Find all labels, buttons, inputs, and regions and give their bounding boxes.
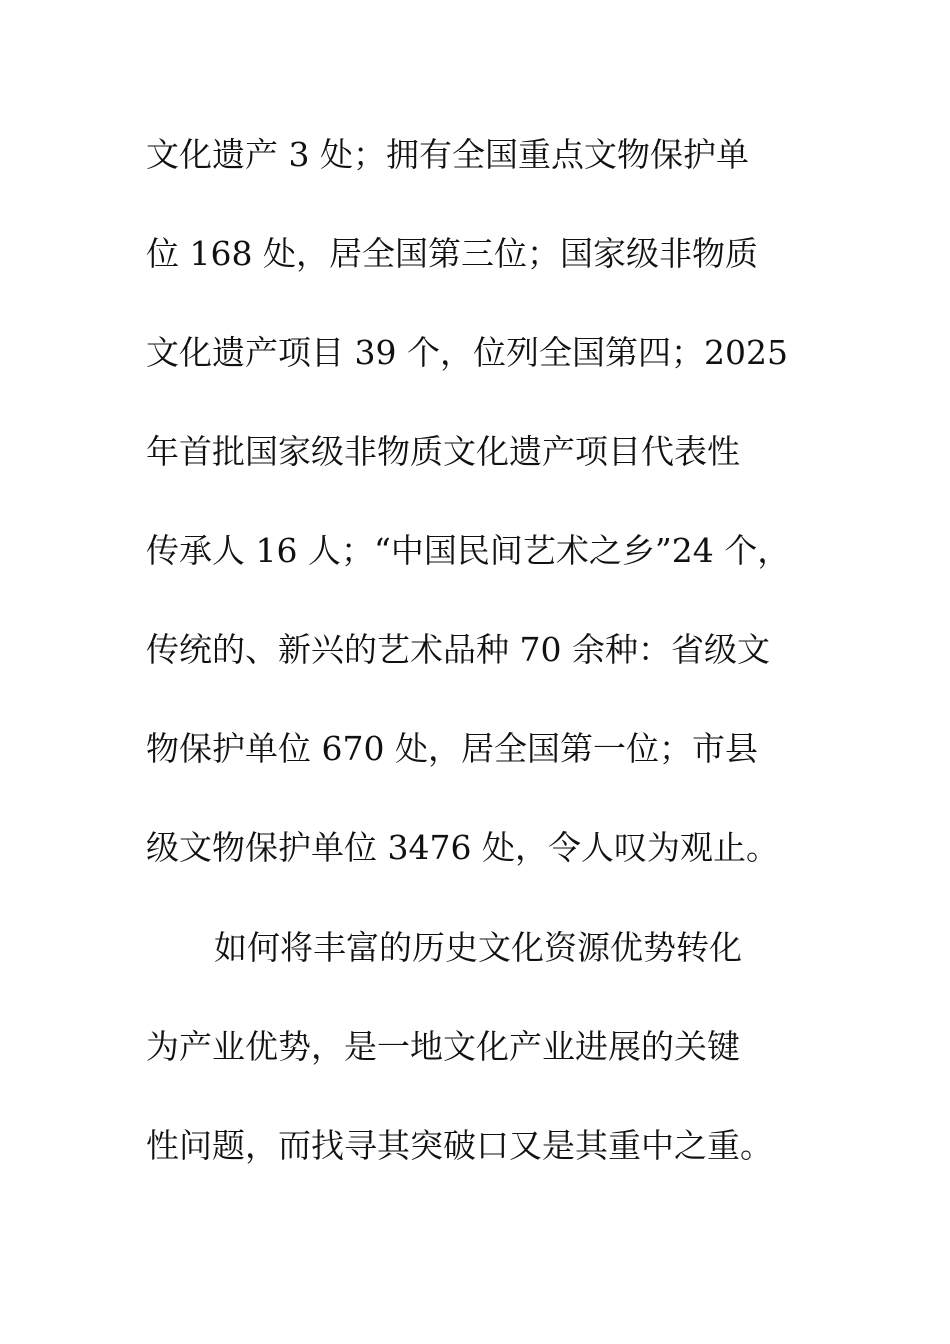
text-line-1: 文化遗产 3 处；拥有全国重点文物保护单 <box>146 135 749 174</box>
text-line-5: 传承人 16 人；“中国民间艺术之乡”24 个， <box>146 531 791 570</box>
text-line-11: 性问题，而找寻其突破口又是其重中之重。 <box>146 1126 773 1165</box>
text-line-2: 位 168 处，居全国第三位；国家级非物质 <box>146 234 758 273</box>
text-line-3: 文化遗产项目 39 个，位列全国第四；2025 <box>146 333 788 372</box>
text-line-4: 年首批国家级非物质文化遗产项目代表性 <box>146 432 740 471</box>
paragraph-start-line: 如何将丰富的历史文化资源优势转化 <box>214 928 742 967</box>
text-line-6: 传统的、新兴的艺术品种 70 余种：省级文 <box>146 630 770 669</box>
text-line-8: 级文物保护单位 3476 处，令人叹为观止。 <box>146 828 779 867</box>
text-line-10: 为产业优势，是一地文化产业进展的关键 <box>146 1027 740 1066</box>
text-line-7: 物保护单位 670 处，居全国第一位；市县 <box>146 729 758 768</box>
